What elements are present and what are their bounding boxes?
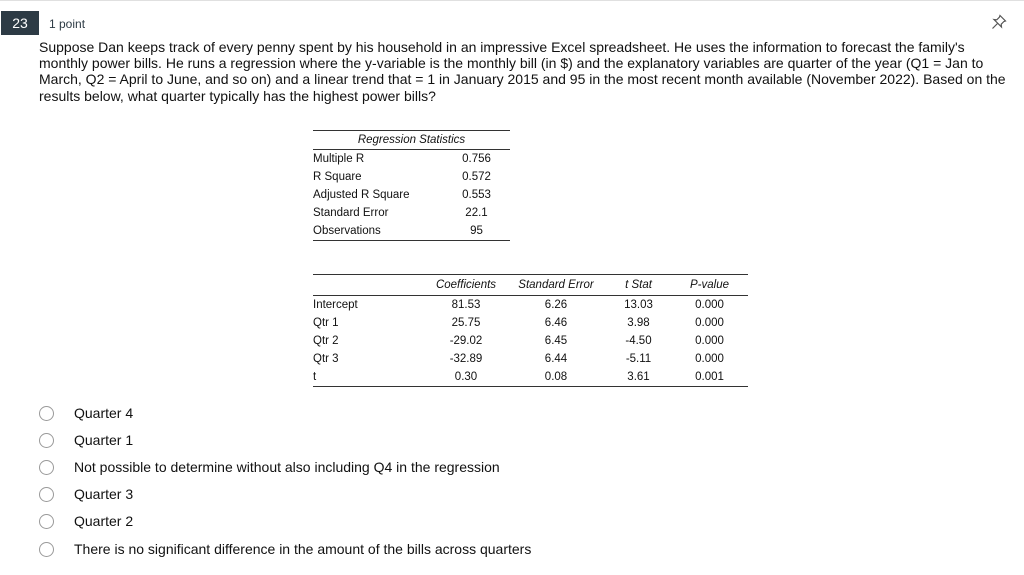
answer-option[interactable] (39, 538, 532, 560)
table-cell: 13.03 (624, 299, 653, 311)
stat-label: R Square (313, 171, 362, 183)
table-cell: -32.89 (449, 353, 483, 365)
column-header (313, 275, 426, 296)
table-cell: 0.000 (695, 335, 724, 347)
table-row (313, 296, 748, 315)
answer-option-label[interactable]: Quarter 2 (74, 513, 134, 529)
row-label: Intercept (313, 299, 358, 311)
table-row (313, 314, 748, 332)
answer-option-label[interactable]: Quarter 3 (74, 486, 134, 502)
pin-icon[interactable] (991, 14, 1007, 30)
answer-option-label[interactable]: Not possible to determine without also including Q4 in the regression (74, 459, 500, 475)
answer-option-label[interactable]: There is no significant difference in the amount of the bills across quarters (74, 541, 532, 557)
stat-value: 0.756 (462, 153, 491, 165)
row-label: Qtr 2 (313, 335, 339, 347)
stat-label: Multiple R (313, 153, 365, 165)
table-cell: -5.11 (625, 353, 652, 365)
regression-statistics-caption: Regression Statistics (313, 131, 510, 150)
table-row (313, 150, 510, 169)
answer-option[interactable] (39, 483, 134, 505)
question-points: 1 point (49, 17, 86, 31)
column-header: P-value (671, 275, 748, 296)
table-cell: 0.000 (695, 317, 724, 329)
row-label: Qtr 3 (313, 353, 339, 365)
table-cell: 3.61 (627, 371, 650, 383)
radio-button[interactable] (39, 514, 54, 529)
regression-statistics-table (313, 130, 510, 241)
table-cell: 3.98 (627, 317, 650, 329)
stat-label: Observations (313, 225, 381, 237)
table-cell: 6.45 (544, 335, 568, 347)
table-cell: 0.30 (454, 371, 478, 383)
row-label: Qtr 1 (313, 317, 339, 329)
table-cell: 6.46 (544, 317, 568, 329)
table-row (313, 350, 748, 368)
answer-option[interactable] (39, 402, 134, 424)
table-cell: 0.08 (544, 371, 568, 383)
stat-value: 0.553 (462, 189, 491, 201)
table-cell: -4.50 (625, 335, 652, 347)
table-row (313, 368, 748, 387)
table-cell: 25.75 (451, 317, 481, 329)
column-header: Coefficients (426, 275, 506, 296)
question-number: 23 (1, 11, 39, 35)
table-cell: 0.000 (695, 353, 724, 365)
table-row (313, 222, 510, 241)
radio-button[interactable] (39, 487, 54, 502)
table-cell: 6.26 (544, 299, 568, 311)
table-row (313, 332, 748, 350)
table-header-row (313, 275, 748, 296)
radio-button[interactable] (39, 460, 54, 475)
table-cell: 0.000 (695, 299, 724, 311)
radio-button[interactable] (39, 406, 54, 421)
table-row (313, 168, 510, 186)
answer-option[interactable] (39, 429, 134, 451)
radio-button[interactable] (39, 542, 54, 557)
table-cell: 6.44 (544, 353, 568, 365)
question-text: Suppose Dan keeps track of every penny spent by his household in an impressive Excel spreadsheet. He uses the information to forecast the family's monthly power bills. He runs a regression where the y-variable is the monthly bill (in $) and the explanatory variables are quarter of the year (Q1 = Jan to March, Q2 = April to June, and so on) and a linear trend that = 1 in January 2015 and 95 in the most recent month available (November 2022). Based on the results below, what quarter typically has the highest power bills? (39, 39, 1006, 104)
column-header: t Stat (606, 275, 671, 296)
table-cell: 0.001 (695, 371, 724, 383)
stat-value: 22.1 (465, 207, 488, 219)
column-header: Standard Error (506, 275, 606, 296)
radio-button[interactable] (39, 433, 54, 448)
stat-value: 95 (470, 225, 483, 237)
stat-value: 0.572 (462, 171, 491, 183)
stat-label: Standard Error (313, 207, 389, 219)
answer-option-label[interactable]: Quarter 1 (74, 432, 134, 448)
answer-option[interactable] (39, 456, 500, 478)
stat-label: Adjusted R Square (313, 189, 410, 201)
table-row (313, 186, 510, 204)
answer-option[interactable] (39, 510, 134, 532)
row-label: t (313, 371, 317, 383)
coefficients-table (313, 274, 748, 387)
answer-option-label[interactable]: Quarter 4 (74, 405, 134, 421)
table-row (313, 204, 510, 222)
table-cell: -29.02 (449, 335, 483, 347)
table-cell: 81.53 (451, 299, 481, 311)
